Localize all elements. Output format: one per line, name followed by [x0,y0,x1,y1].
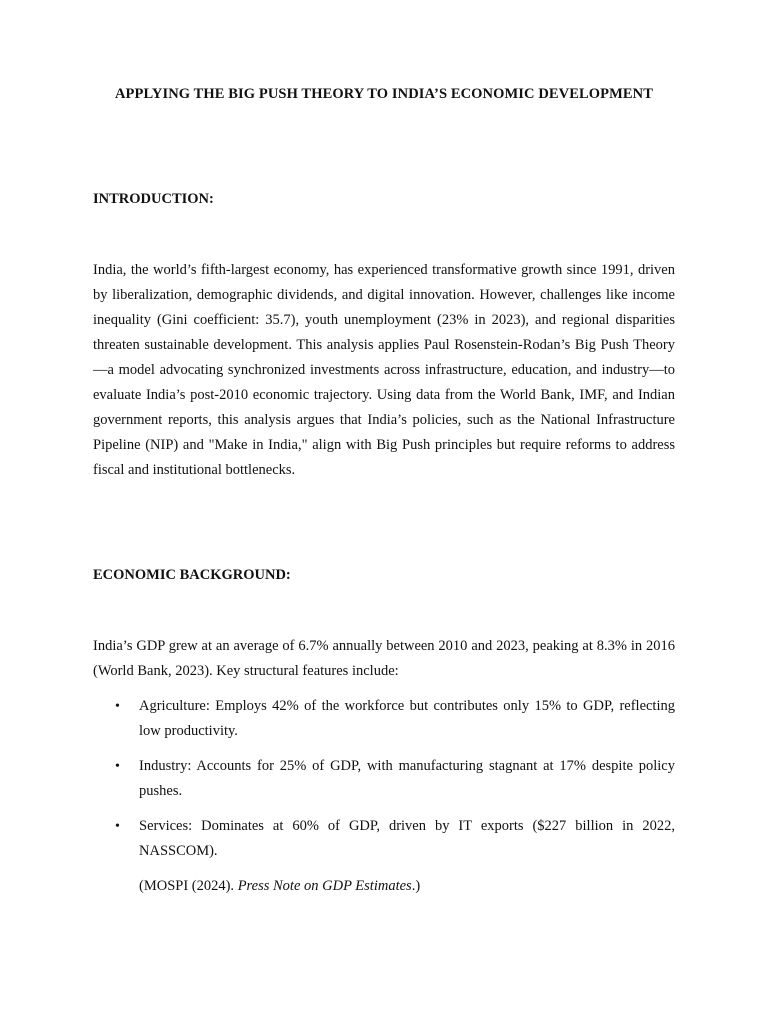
source-citation [139,874,420,899]
list-item [93,694,675,744]
citation-suffix: .) [411,878,421,894]
list-item-text: Services: Dominates at 60% of GDP, driven by IT exports ($227 billion in 2022, NASSCOM). [139,818,675,859]
list-item-text: Industry: Accounts for 25% of GDP, with manufacturing stagnant at 17% despite policy pushes. [139,758,675,799]
citation-title: Press Note on GDP Estimates [237,878,412,894]
list-item [93,814,675,864]
list-item [93,754,675,804]
economic-background-paragraph: India’s GDP grew at an average of 6.7% annually between 2010 and 2023, peaking at 8.3% in 2016 (World Bank, 2023). Key structural features include: [93,638,675,679]
bullet-icon: • [115,759,120,774]
bullet-icon: • [115,819,120,834]
document-title: APPLYING THE BIG PUSH THEORY TO INDIA’S ECONOMIC DEVELOPMENT [114,86,654,102]
citation-prefix: (MOSPI (2024). [139,878,238,894]
introduction-paragraph: India, the world’s fifth-largest economy, has experienced transformative growth since 1991, driven by liberalization, demographic dividends, and digital innovation. However, challenges like income inequality (Gini coefficient: 35.7), youth unemployment (23% in 2023), and regional disparities threaten sustainable development. This analysis applies Paul Rosenstein-Rodan’s Big Push Theory—a model advocating synchronized investments across infrastructure, education, and industry—to evaluate India’s post-2010 economic trajectory. Using data from the World Bank, IMF, and Indian government reports, this analysis argues that India’s policies, such as the National Infrastructure Pipeline (NIP) and "Make in India," align with Big Push principles but require reforms to address fiscal and institutional bottlenecks. [93,262,675,478]
introduction-heading: INTRODUCTION: [93,191,214,207]
structural-features-list [93,694,675,874]
bullet-icon: • [115,699,120,714]
economic-background-heading: ECONOMIC BACKGROUND: [93,567,291,583]
list-item-text: Agriculture: Employs 42% of the workforce but contributes only 15% to GDP, reflecting low productivity. [139,698,675,739]
